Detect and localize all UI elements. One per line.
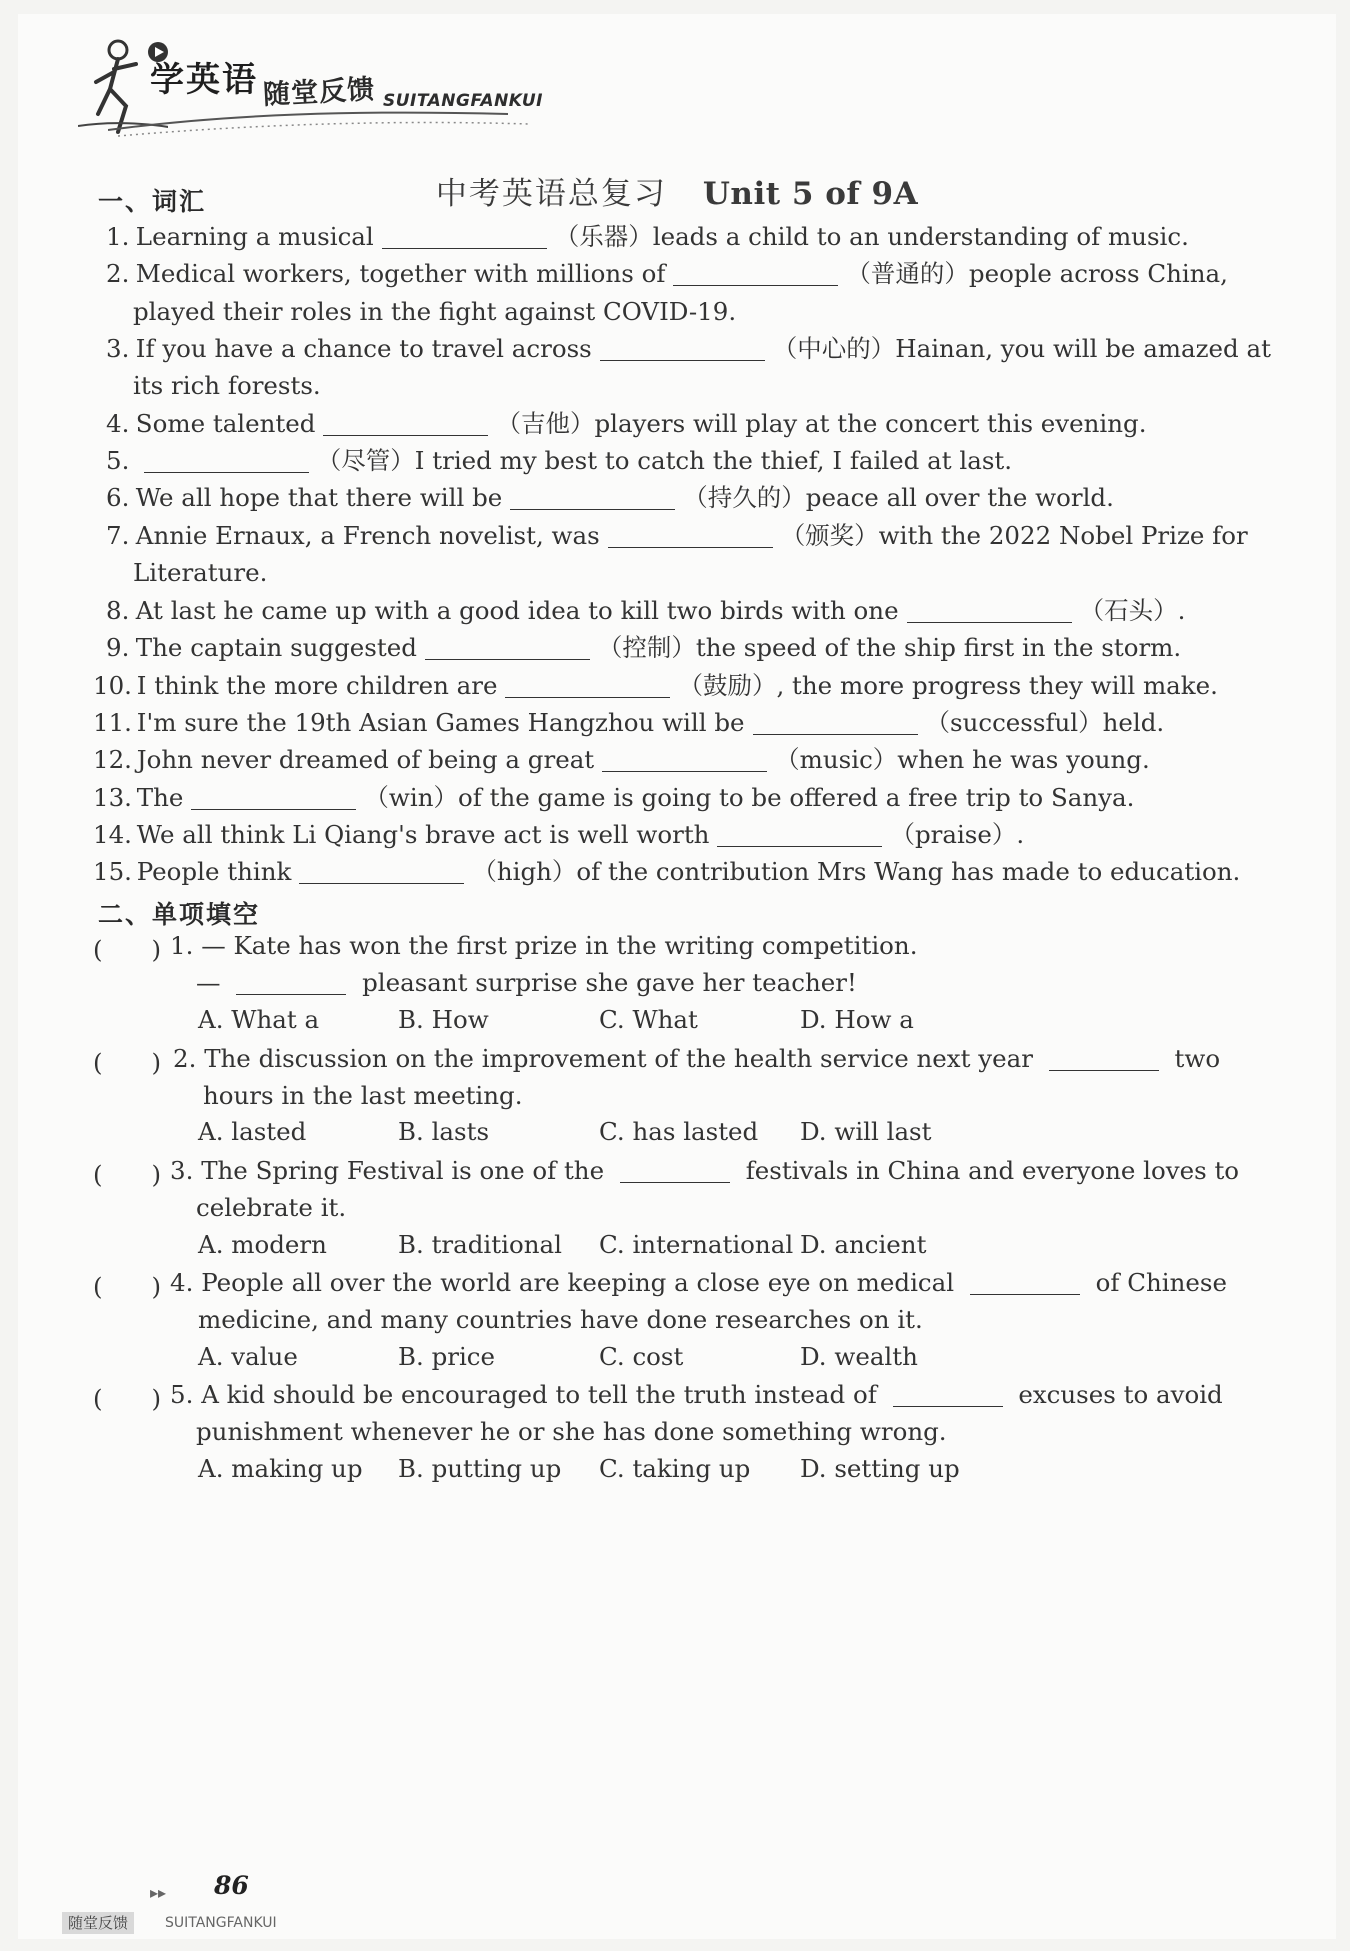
vocab-item (93, 820, 1024, 850)
logo-english-text: SUITANGFANKUI (383, 91, 543, 111)
answer-bracket[interactable]: ( ) (93, 1048, 162, 1077)
option-a[interactable]: A. What a (198, 1005, 320, 1034)
answer-blank[interactable] (893, 1384, 1003, 1407)
question-3-continuation: celebrate it. (196, 1193, 347, 1222)
option-a[interactable]: A. modern (198, 1230, 327, 1259)
answer-blank[interactable] (907, 600, 1072, 623)
question-number: 1. (170, 931, 194, 960)
question-text-end: of Chinese (1095, 1268, 1227, 1297)
answer-blank[interactable] (1049, 1048, 1159, 1071)
item-number: 7. (106, 521, 130, 550)
option-b[interactable]: B. lasts (398, 1117, 490, 1146)
vocab-item (106, 222, 1189, 252)
dash: — (196, 968, 221, 997)
item-hint-text: （控制）the speed of the ship first in the storm. (597, 633, 1182, 662)
question-text-end: festivals in China and everyone loves to (745, 1156, 1240, 1185)
item-hint-text: （普通的）people across China, (846, 259, 1228, 288)
question-3 (170, 1156, 1239, 1186)
item-number: 14. (93, 820, 132, 849)
item-text: Some talented (135, 409, 316, 438)
vocab-item (93, 708, 1164, 738)
vocab-item (106, 446, 1012, 476)
item-hint-text: （吉他）players will play at the concert this evening. (496, 409, 1147, 438)
question-text: The Spring Festival is one of the (201, 1156, 605, 1185)
logo-sub-text: 随堂反馈 (262, 74, 376, 111)
option-c[interactable]: C. has lasted (599, 1117, 759, 1146)
item-continuation: its rich forests. (133, 371, 321, 400)
answer-blank[interactable] (299, 861, 464, 884)
answer-blank[interactable] (144, 450, 309, 473)
question-1 (170, 931, 917, 961)
answer-blank[interactable] (191, 787, 356, 810)
item-text: The (136, 783, 184, 812)
answer-blank[interactable] (620, 1160, 730, 1183)
answer-blank[interactable] (608, 525, 773, 548)
item-number: 2. (106, 259, 130, 288)
question-5-continuation: punishment whenever he or she has done something wrong. (196, 1417, 947, 1446)
item-hint-text: （high）of the contribution Mrs Wang has made to education. (472, 857, 1241, 886)
question-text-end: excuses to avoid (1018, 1380, 1223, 1409)
question-text: A kid should be encouraged to tell the truth instead of (201, 1380, 877, 1409)
option-a[interactable]: A. value (198, 1342, 298, 1371)
item-hint-text: （praise）. (890, 820, 1025, 849)
item-text: I think the more children are (136, 671, 498, 700)
item-hint-text: （颁奖）with the 2022 Nobel Prize for (780, 521, 1248, 550)
item-text: I'm sure the 19th Asian Games Hangzhou will be (136, 708, 745, 737)
answer-bracket[interactable]: ( ) (93, 1160, 162, 1189)
question-5 (170, 1380, 1223, 1410)
item-hint-text: （尽管）I tried my best to catch the thief, I failed at last. (316, 446, 1013, 475)
header-logo (78, 34, 598, 144)
answer-blank[interactable] (382, 226, 547, 249)
question-2-continuation: hours in the last meeting. (203, 1081, 523, 1110)
item-hint-text: （乐器）leads a child to an understanding of music. (554, 222, 1189, 251)
question-text: The discussion on the improvement of the health service next year (204, 1044, 1033, 1073)
item-hint-text: （石头）. (1079, 596, 1186, 625)
item-number: 12. (93, 745, 132, 774)
item-text: The captain suggested (135, 633, 417, 662)
item-hint-text: （music）when he was young. (775, 745, 1150, 774)
page-title (18, 168, 1336, 213)
vocab-item (93, 857, 1240, 887)
option-d[interactable]: D. How a (800, 1005, 914, 1034)
answer-blank[interactable] (600, 338, 765, 361)
vocab-item (106, 521, 1248, 551)
vocab-item (93, 783, 1134, 813)
question-1-reply (196, 968, 857, 998)
item-text: If you have a chance to travel across (135, 334, 592, 363)
section-multiple-choice-heading: 二、单项填空 (98, 900, 261, 929)
worksheet-page (18, 14, 1336, 1939)
title-chinese: 中考英语总复习 (435, 176, 667, 212)
question-text: — Kate has won the first prize in the writing competition. (201, 931, 918, 960)
option-b[interactable]: B. putting up (398, 1454, 562, 1483)
item-number: 6. (106, 483, 130, 512)
item-hint-text: （持久的）peace all over the world. (683, 483, 1114, 512)
item-hint-text: （win）of the game is going to be offered a free trip to Sanya. (364, 783, 1135, 812)
option-b[interactable]: B. How (398, 1005, 489, 1034)
option-a[interactable]: A. lasted (198, 1117, 307, 1146)
question-text-end: two (1174, 1044, 1221, 1073)
item-number: 10. (93, 671, 132, 700)
item-text: We all think Li Qiang's brave act is well worth (136, 820, 710, 849)
option-c[interactable]: C. taking up (599, 1454, 751, 1483)
item-number: 15. (93, 857, 132, 886)
answer-blank[interactable] (970, 1272, 1080, 1295)
item-number: 13. (93, 783, 132, 812)
item-text: Learning a musical (135, 222, 374, 251)
vocab-item (106, 633, 1181, 663)
section-vocabulary-heading: 一、词汇 (98, 187, 207, 216)
answer-blank[interactable] (717, 824, 882, 847)
item-text: Annie Ernaux, a French novelist, was (135, 521, 600, 550)
item-hint-text: （successful）held. (925, 708, 1165, 737)
question-number: 4. (170, 1268, 194, 1297)
question-number: 5. (170, 1380, 194, 1409)
question-text: pleasant surprise she gave her teacher! (362, 968, 857, 997)
item-continuation: played their roles in the fight against COVID-19. (133, 297, 737, 326)
vocab-item (106, 259, 1228, 289)
item-number: 3. (106, 334, 130, 363)
answer-bracket[interactable]: ( ) (93, 1272, 162, 1301)
item-number: 11. (93, 708, 132, 737)
option-d[interactable]: D. setting up (800, 1454, 960, 1483)
question-number: 3. (170, 1156, 194, 1185)
option-c[interactable]: C. international (599, 1230, 794, 1259)
answer-blank[interactable] (323, 413, 488, 436)
vocab-item (106, 483, 1114, 513)
question-4 (170, 1268, 1227, 1298)
page-number: 86 (214, 1871, 249, 1900)
answer-bracket[interactable]: ( ) (93, 935, 162, 964)
footer-band-english: SUITANGFANKUI (165, 1915, 277, 1931)
question-4-continuation: medicine, and many countries have done researches on it. (198, 1305, 923, 1334)
option-a[interactable]: A. making up (198, 1454, 363, 1483)
option-d[interactable]: D. wealth (800, 1342, 918, 1371)
vocab-item (93, 671, 1218, 701)
item-text: People think (136, 857, 292, 886)
logo-main-text: 学英语 (150, 60, 258, 100)
answer-blank[interactable] (505, 675, 670, 698)
vocab-item (106, 596, 1185, 626)
answer-blank[interactable] (236, 972, 346, 995)
item-number: 9. (106, 633, 130, 662)
item-text: John never dreamed of being a great (136, 745, 595, 774)
question-number: 2. (173, 1044, 197, 1073)
answer-blank[interactable] (510, 487, 675, 510)
option-b[interactable]: B. traditional (398, 1230, 562, 1259)
answer-blank[interactable] (425, 637, 590, 660)
option-c[interactable]: C. What (599, 1005, 698, 1034)
option-c[interactable]: C. cost (599, 1342, 684, 1371)
item-number: 1. (106, 222, 130, 251)
answer-blank[interactable] (602, 749, 767, 772)
item-hint-text: （鼓励）, the more progress they will make. (678, 671, 1218, 700)
vocab-item (106, 334, 1271, 364)
footer-band: 随堂反馈 (62, 1912, 134, 1934)
item-number: 4. (106, 409, 130, 438)
item-continuation: Literature. (133, 558, 268, 587)
option-d[interactable]: D. ancient (800, 1230, 927, 1259)
answer-blank[interactable] (753, 712, 918, 735)
option-d[interactable]: D. will last (800, 1117, 932, 1146)
item-text: Medical workers, together with millions of (135, 259, 666, 288)
question-text: People all over the world are keeping a close eye on medical (201, 1268, 955, 1297)
item-number: 5. (106, 446, 130, 475)
item-text: At last he came up with a good idea to kill two birds with one (135, 596, 899, 625)
item-number: 8. (106, 596, 130, 625)
question-2 (173, 1044, 1220, 1074)
title-english: Unit 5 of 9A (702, 176, 919, 212)
item-text: We all hope that there will be (135, 483, 503, 512)
vocab-item (106, 409, 1147, 439)
item-hint-text: （中心的）Hainan, you will be amazed at (772, 334, 1271, 363)
answer-bracket[interactable]: ( ) (93, 1384, 162, 1413)
option-b[interactable]: B. price (398, 1342, 496, 1371)
answer-blank[interactable] (673, 263, 838, 286)
footer-arrow-icon: ▸▸ (150, 1883, 167, 1902)
vocab-item (93, 745, 1150, 775)
